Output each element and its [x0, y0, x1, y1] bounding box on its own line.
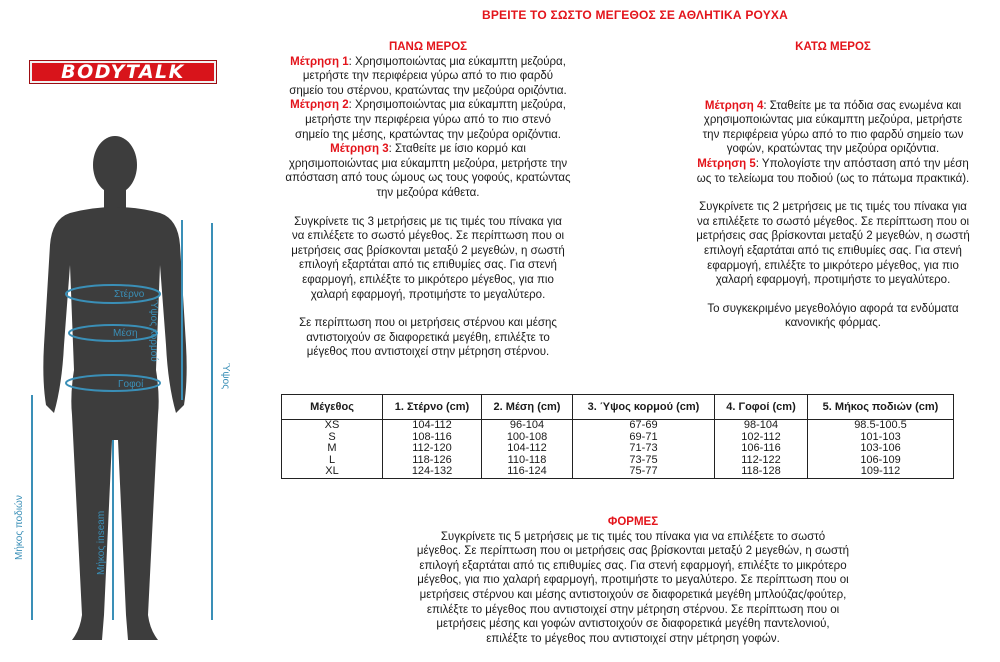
hips-label: Γοφοί — [118, 379, 144, 390]
header-torso: 3. Ύψος κορμού (cm) — [573, 395, 715, 420]
table-cell: 75-77 — [573, 466, 715, 478]
table-cell: 100-108 — [482, 432, 573, 444]
waist-label: Μέση — [113, 328, 138, 339]
upper-section — [258, 40, 598, 360]
table-cell: 110-118 — [482, 455, 573, 467]
lower-compare-text: Συγκρίνετε τις 2 μετρήσεις με τις τιμές του πίνακα για να επιλέξετε το σωστό μέγεθος. Σε περίπτωση που οι μετρήσεις σας βρίσκονται μεταξύ 2 μεγεθών, η σωστή επιλογή εξαρτάται από τις επιθυμίες σας. Για στενή εφαρμογή, επιλέξτε το μικρότερο μέγεθος, για πιο χαλαρή εφαρμογή, προτιμήστε το μεγαλύτερο. — [696, 201, 970, 287]
table-cell: 71-73 — [573, 443, 715, 455]
formes-section — [318, 515, 948, 646]
torso-height-label: Ύψος κορμού — [148, 300, 159, 362]
formes-heading: ΦΟΡΜΕΣ — [607, 516, 659, 528]
table-row — [282, 455, 954, 467]
upper-compare-text: Συγκρίνετε τις 3 μετρήσεις με τις τιμές του πίνακα για να επιλέξετε το σωστό μέγεθος. Σε περίπτωση που οι μετρήσεις σας βρίσκονται μεταξύ 2 μεγεθών, η σωστή επιλογή εξαρτάται από τις επιθυμίες σας. Για στενή εφαρμογή, επιλέξτε το μικρότερο μέγεθος, για πιο χαλαρή εφαρμογή, προτιμήστε το μεγαλύτερο. — [291, 215, 565, 301]
table-row — [282, 432, 954, 444]
table-cell: S — [282, 432, 383, 444]
table-cell: XL — [282, 466, 383, 478]
formes-text: Συγκρίνετε τις 5 μετρήσεις με τις τιμές του πίνακα για να επιλέξετε το σωστό μέγεθος. Σε περίπτωση που οι μετρήσεις σας βρίσκονται μεταξύ 2 μεγεθών, η σωστή επιλογή εξαρτάται από τις επιθυμίες σας. Για στενή εφαρμογή, επιλέξτε το μικρότερο μέγεθος, για πιο χαλαρή εφαρμογή, προτιμήστε το μεγαλύτερο. Σε περίπτωση που οι μετρήσεις στέρνου και μέσης αντιστοιχούν σε διαφορετικά μεγέθη μπλούζας/φούτερ, επιλέξτε το μέγεθος που αντιστοιχεί στην μέτρηση στέρνου. Σε περίπτωση που οι μετρήσεις μέσης και γοφών αντιστοιχούν σε διαφορετικά μεγέθη παντελονιού, επιλέξτε το μέγεθος που αντιστοιχεί στην μέτρηση γοφών. — [416, 530, 850, 645]
table-cell: 109-112 — [808, 466, 954, 478]
upper-measurement-3: Μέτρηση 3: Σταθείτε με ίσιο κορμό και χρησιμοποιώντας μια εύκαμπτη μεζούρα, μετρήστε την απόσταση από τους ώμους ως τους γοφούς, κρατώντας την μεζούρα κάθετα. — [285, 143, 571, 199]
upper-heading: ΠΑΝΩ ΜΕΡΟΣ — [388, 41, 468, 53]
chest-label: Στέρνο — [114, 289, 145, 300]
table-cell: 67-69 — [573, 420, 715, 432]
table-cell: 118-128 — [715, 466, 808, 478]
silhouette — [43, 136, 186, 640]
table-cell: 73-75 — [573, 455, 715, 467]
inseam-label: Μήκος inseam — [96, 510, 107, 575]
table-row — [282, 466, 954, 478]
table-cell: 112-120 — [383, 443, 482, 455]
table-cell: L — [282, 455, 383, 467]
table-cell: 98-104 — [715, 420, 808, 432]
header-waist: 2. Μέση (cm) — [482, 395, 573, 420]
logo-text: BODYTALK — [61, 61, 185, 83]
table-header-row — [282, 395, 954, 420]
table-cell: 118-126 — [383, 455, 482, 467]
table-cell: 69-71 — [573, 432, 715, 444]
table-row — [282, 443, 954, 455]
table-cell: 108-116 — [383, 432, 482, 444]
lower-heading: ΚΑΤΩ ΜΕΡΟΣ — [795, 41, 871, 53]
table-cell: 98.5-100.5 — [808, 420, 954, 432]
leg-length-label: Μήκος ποδιών — [14, 495, 25, 560]
table-cell: 106-116 — [715, 443, 808, 455]
table-cell: M — [282, 443, 383, 455]
header-chest: 1. Στέρνο (cm) — [383, 395, 482, 420]
lower-measurement-4: Μέτρηση 4: Σταθείτε με τα πόδια σας ενωμένα και χρησιμοποιώντας μια εύκαμπτη μεζούρα, μετρήστε την περιφέρεια γύρω από το πιο φαρδύ σημείο των γοφών, κρατώντας την μεζούρα οριζόντια. — [702, 99, 964, 156]
table-cell: 104-112 — [383, 420, 482, 432]
table-cell: 124-132 — [383, 466, 482, 478]
table-cell: 112-122 — [715, 455, 808, 467]
table-cell: 106-109 — [808, 455, 954, 467]
table-row — [282, 420, 954, 432]
header-size: Μέγεθος — [282, 395, 383, 420]
page-title: ΒΡΕΙΤΕ ΤΟ ΣΩΣΤΟ ΜΕΓΕΘΟΣ ΣΕ ΑΘΛΗΤΙΚΑ ΡΟΥΧΑ — [481, 8, 788, 22]
lower-section — [658, 40, 1000, 331]
table-cell: 116-124 — [482, 466, 573, 478]
bodytalk-logo — [29, 60, 217, 84]
height-label: Ύψος — [220, 363, 231, 390]
upper-note: Σε περίπτωση που οι μετρήσεις στέρνου και μέσης αντιστοιχούν σε διαφορετικά μεγέθη, επιλέξτε το μέγεθος που αντιστοιχεί στην μέτρηση στέρνου. — [299, 317, 557, 359]
table-cell: 102-112 — [715, 432, 808, 444]
table-cell: 104-112 — [482, 443, 573, 455]
size-table — [281, 394, 954, 479]
upper-measurement-1: Μέτρηση 1: Χρησιμοποιώντας μια εύκαμπτη μεζούρα, μετρήστε την περιφέρεια γύρω από το πιο φαρδύ σημείο του στέρνου, κρατώντας την μεζούρα οριζόντια. — [289, 55, 567, 97]
header-hips: 4. Γοφοί (cm) — [715, 395, 808, 420]
table-cell: XS — [282, 420, 383, 432]
table-cell: 101-103 — [808, 432, 954, 444]
upper-measurement-2: Μέτρηση 2: Χρησιμοποιώντας μια εύκαμπτη μεζούρα, μετρήστε την περιφέρεια γύρω από το πιο στενό σημείο της μέσης, κρατώντας την μεζούρα οριζόντια. — [290, 99, 566, 141]
lower-note: Το συγκεκριμένο μεγεθολόγιο αφορά τα ενδύματα κανονικής φόρμας. — [707, 302, 959, 330]
table-cell: 103-106 — [808, 443, 954, 455]
header-leg: 5. Μήκος ποδιών (cm) — [808, 395, 954, 420]
lower-measurement-5: Μέτρηση 5: Υπολογίστε την απόσταση από την μέση ως το τελείωμα του ποδιού (ως το πάτωμα πρακτικά). — [696, 157, 970, 185]
table-cell: 96-104 — [482, 420, 573, 432]
